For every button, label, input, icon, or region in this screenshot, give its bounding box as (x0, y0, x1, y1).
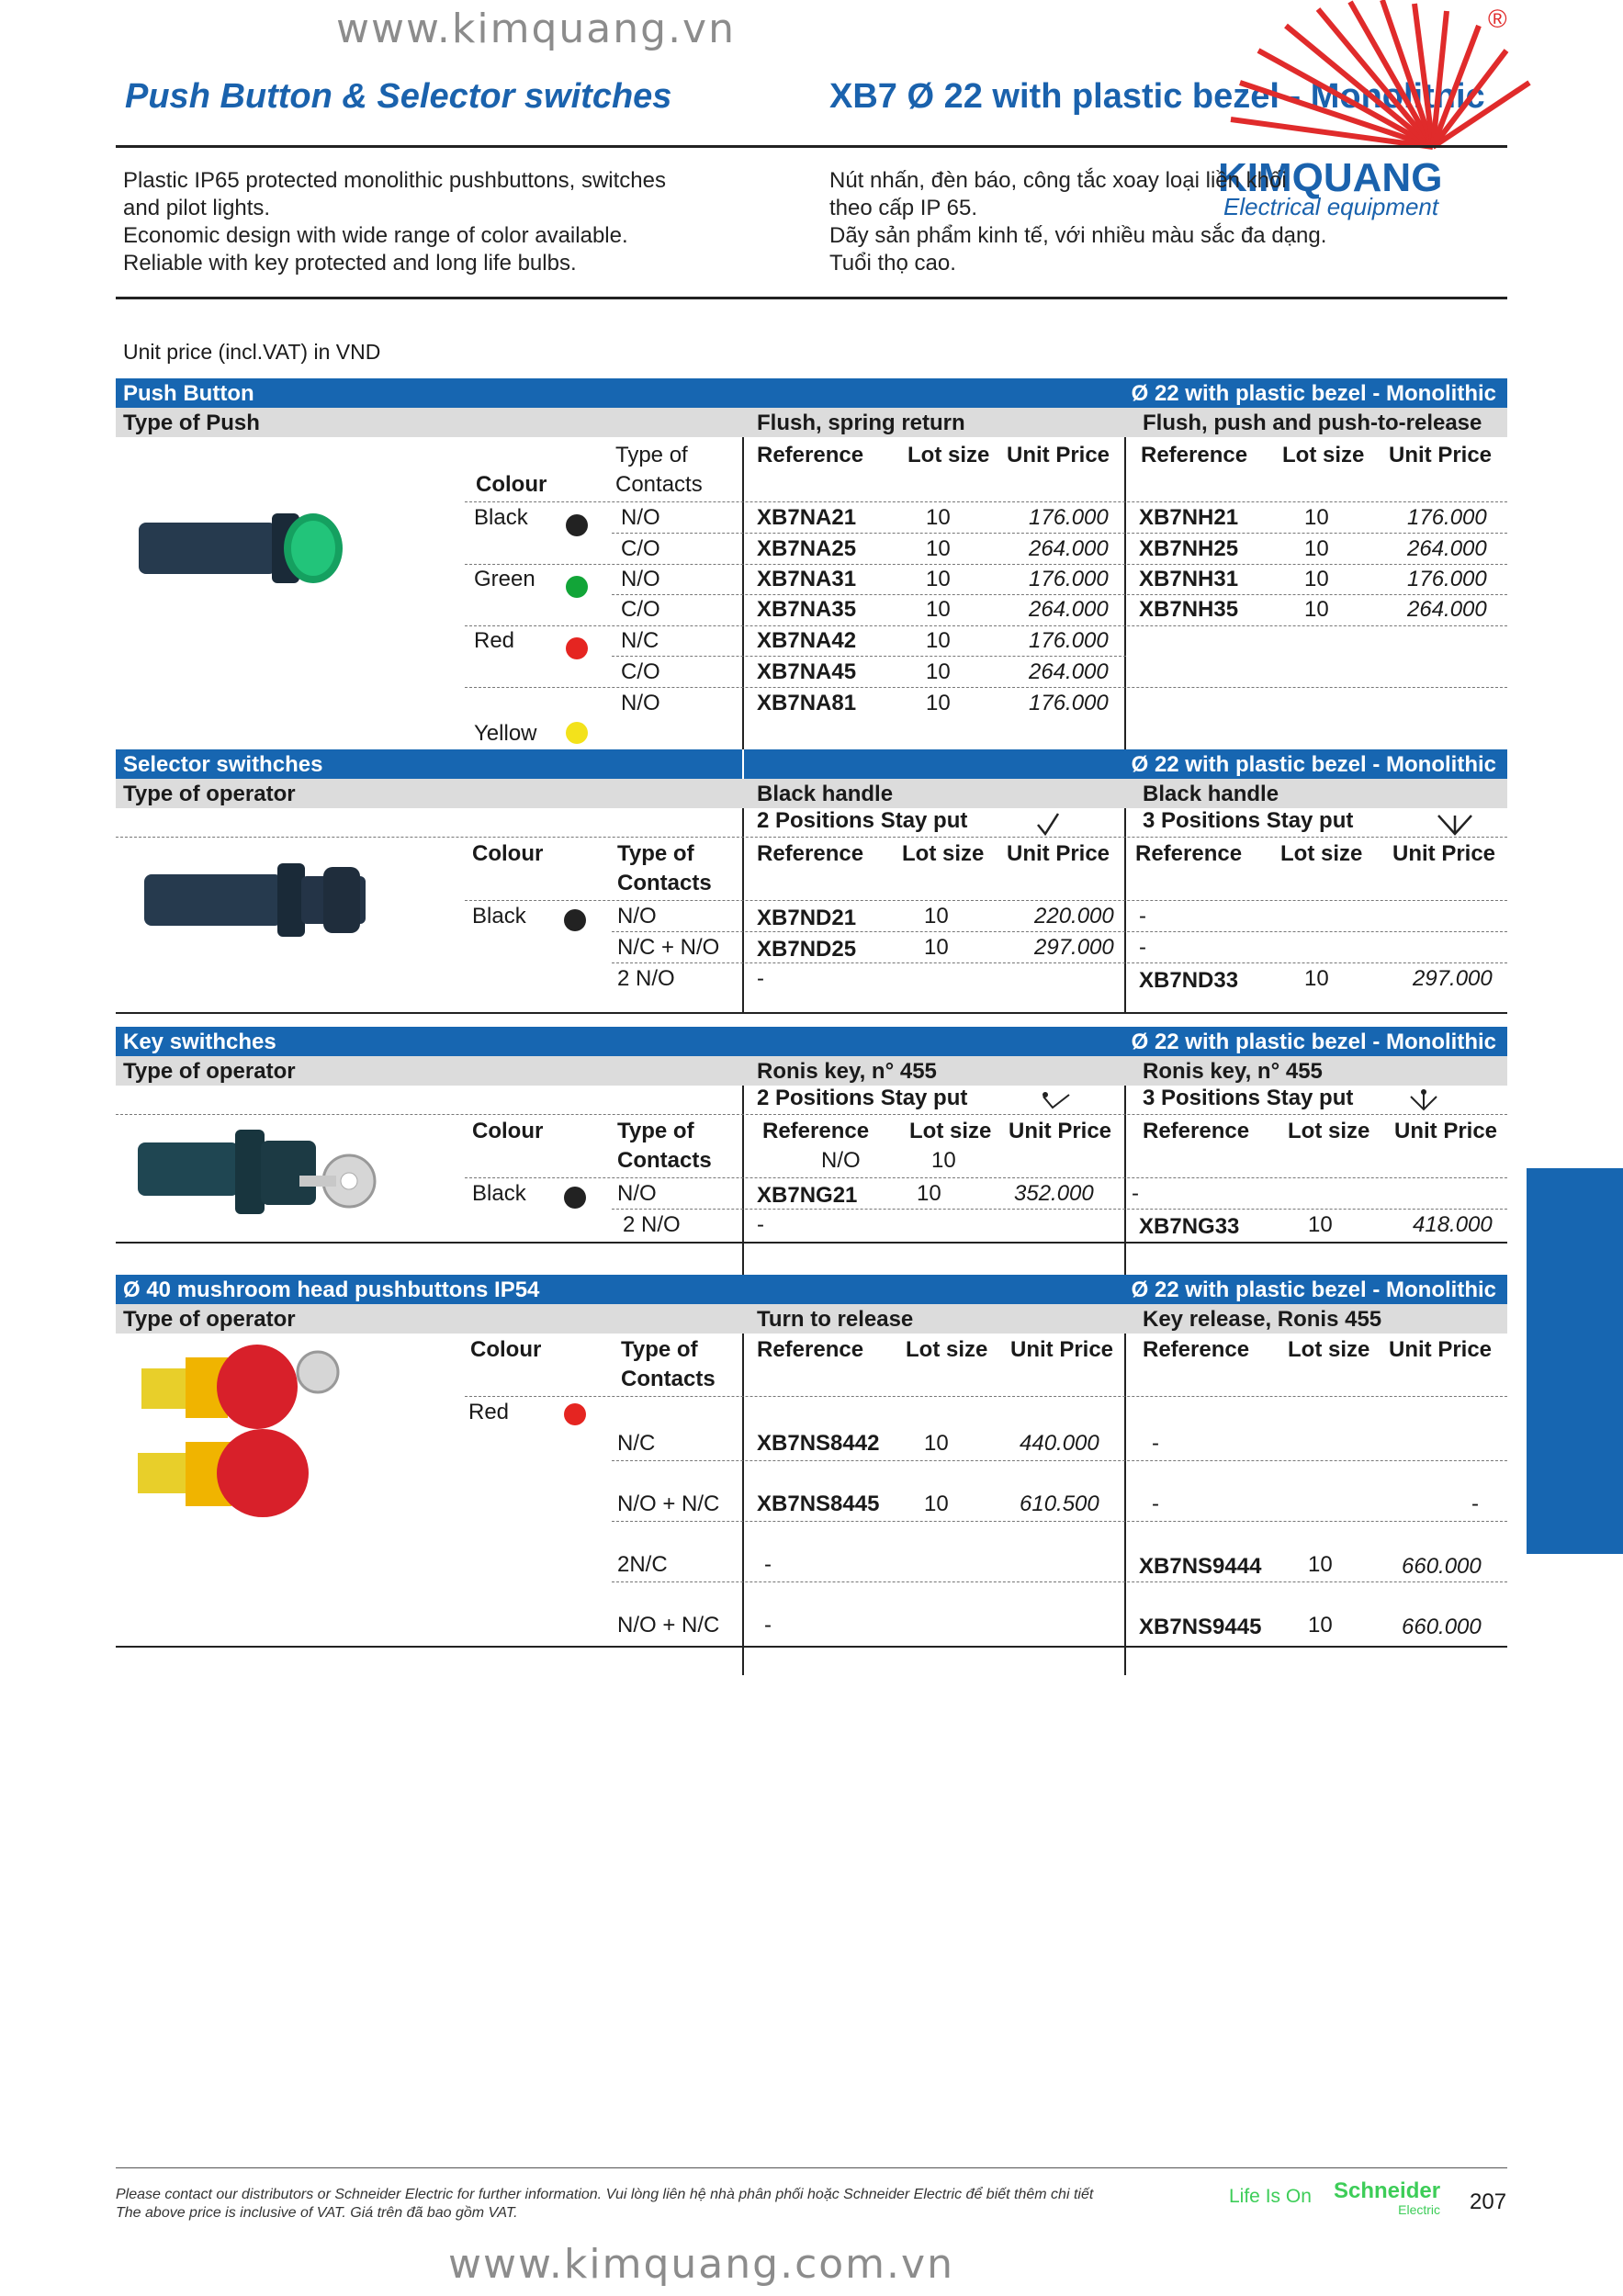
logo-brand-text: KIMQUANG (1218, 155, 1443, 200)
header-rule (116, 145, 1507, 148)
unit-price-note: Unit price (incl.VAT) in VND (123, 340, 381, 364)
watermark-top: www.kimquang.vn (336, 6, 736, 52)
push-button-section: Push Button Ø 22 with plastic bezel - Monolithic Type of Push Flush, spring return Flush, push and push-to-release Type of Colour Contacts Reference Lot size Unit Price Reference Lot size Unit Price Black Green Red Yellow N/O XB7NA21 10 176.000 XB7NH21 10 176.000 C/O XB7NA25 10 264.000 XB7NH25 10 264.000 N/O XB7NA31 10 176.000 XB7NH31 10 176.000 C/O XB7NA35 10 264.000 XB7NH35 10 264.000 N/C XB7NA42 10 176.000 C/O XB7NA45 10 264.000 N/O XB7NA81 10 176.000 (116, 378, 1507, 775)
key-switch-image (129, 1126, 423, 1227)
intro-rule (116, 297, 1507, 299)
push-button-image (134, 506, 355, 589)
key-two-position-symbol-icon (1040, 1089, 1073, 1113)
green-dot-icon (566, 576, 588, 598)
three-position-symbol-icon (1435, 812, 1475, 836)
key-switch-section: Key swithches Ø 22 with plastic bezel - Monolithic Type of operator Ronis key, n° 455 Ronis key, n° 455 2 Positions Stay put 3 Positions Stay put Colour Type of Contacts Reference Lot size Unit Price Reference Lot size Unit Price N/O 10 Black N/O XB7NG21 10 352.000 - 2 N/O - XB7NG33 10 418.000 (116, 1027, 1507, 1277)
red-dot-icon (564, 1403, 586, 1425)
section-subheader: Type of operator Ronis key, n° 455 Ronis key, n° 455 (116, 1056, 1507, 1086)
red-dot-icon (566, 637, 588, 659)
section-bar: Push Button Ø 22 with plastic bezel - Monolithic (116, 378, 1507, 408)
intro-vietnamese: Nút nhấn, đèn báo, công tắc xoay loại liền khối theo cấp IP 65. Dãy sản phẩm kinh tế, với nhiều màu sắc đa dạng. Tuổi thọ cao. (829, 168, 1327, 276)
black-dot-icon (564, 909, 586, 931)
section-bar: Selector swithches Ø 22 with plastic bezel - Monolithic (116, 749, 1507, 779)
section-subheader: Type of operator Black handle Black handle (116, 779, 1507, 808)
mushroom-pushbutton-image (129, 1339, 377, 1523)
mushroom-pushbutton-section: Ø 40 mushroom head pushbuttons IP54 Ø 22 with plastic bezel - Monolithic Type of operator Turn to release Key release, Ronis 455 Colour Type of Contacts Reference Lot size Unit Price Reference Lot size Unit Price Red N/C XB7NS8442 10 440.000 - N/O + N/C XB7NS8445 10 610.500 - - 2N/C - XB7NS9444 10 660.000 N/O + N/C - XB7NS9445 10 660.000 (116, 1275, 1507, 1675)
logo-registered-mark: ® (1488, 5, 1507, 33)
logo-tagline-text: Electrical equipment (1223, 193, 1439, 220)
black-dot-icon (564, 1187, 586, 1209)
section-subheader: Type of Push Flush, spring return Flush, push and push-to-release (116, 408, 1507, 437)
colour-red: Red (474, 628, 515, 653)
colour-yellow: Yellow (474, 721, 537, 746)
watermark-bottom: www.kimquang.com.vn (448, 2241, 954, 2288)
colour-black: Black (472, 904, 526, 929)
section-bar: Key swithches Ø 22 with plastic bezel - Monolithic (116, 1027, 1507, 1056)
footer-note: Please contact our distributors or Schneider Electric for further information. Vui lòng liên hệ nhà phân phối hoặc Schneider Electric để biết thêm chi tiết The above price is inclusive of VAT. Giá trên đã bao gồm VAT. (116, 2187, 1094, 2221)
footer-rule (116, 2167, 1507, 2168)
schneider-electric-logo: Schneider Electric (1334, 2178, 1441, 2217)
key-three-position-symbol-icon (1407, 1087, 1440, 1113)
intro-english: Plastic IP65 protected monolithic pushbuttons, switches and pilot lights. Economic design with wide range of color available. Reliable with key protected and long life bulbs. (123, 168, 666, 276)
selector-switch-image (140, 854, 378, 946)
page-number: 207 (1470, 2189, 1507, 2214)
side-tab-marker (1527, 1168, 1623, 1554)
colour-green: Green (474, 567, 535, 591)
black-dot-icon (566, 514, 588, 536)
section-subheader: Type of operator Turn to release Key release, Ronis 455 (116, 1304, 1507, 1334)
section-bar: Ø 40 mushroom head pushbuttons IP54 Ø 22 with plastic bezel - Monolithic (116, 1275, 1507, 1304)
colour-red: Red (468, 1400, 510, 1424)
two-position-symbol-icon (1034, 812, 1062, 836)
colour-black: Black (474, 505, 528, 530)
yellow-dot-icon (566, 722, 588, 744)
page-title-left: Push Button & Selector switches (125, 77, 672, 116)
selector-switch-section: Selector swithches Ø 22 with plastic bezel - Monolithic Type of operator Black handle Black handle 2 Positions Stay put 3 Positions Stay put Colour Type of Contacts Reference Lot size Unit Price Reference Lot size Unit Price Black N/O XB7ND21 10 220.000 - N/C + N/O XB7ND25 10 297.000 - 2 N/O - XB7ND33 10 297.000 (116, 749, 1507, 1014)
colour-black: Black (472, 1181, 526, 1206)
life-is-on-logo: Life Is On (1229, 2186, 1312, 2207)
page-title-right: XB7 Ø 22 with plastic bezel - Monolithic (829, 77, 1485, 116)
